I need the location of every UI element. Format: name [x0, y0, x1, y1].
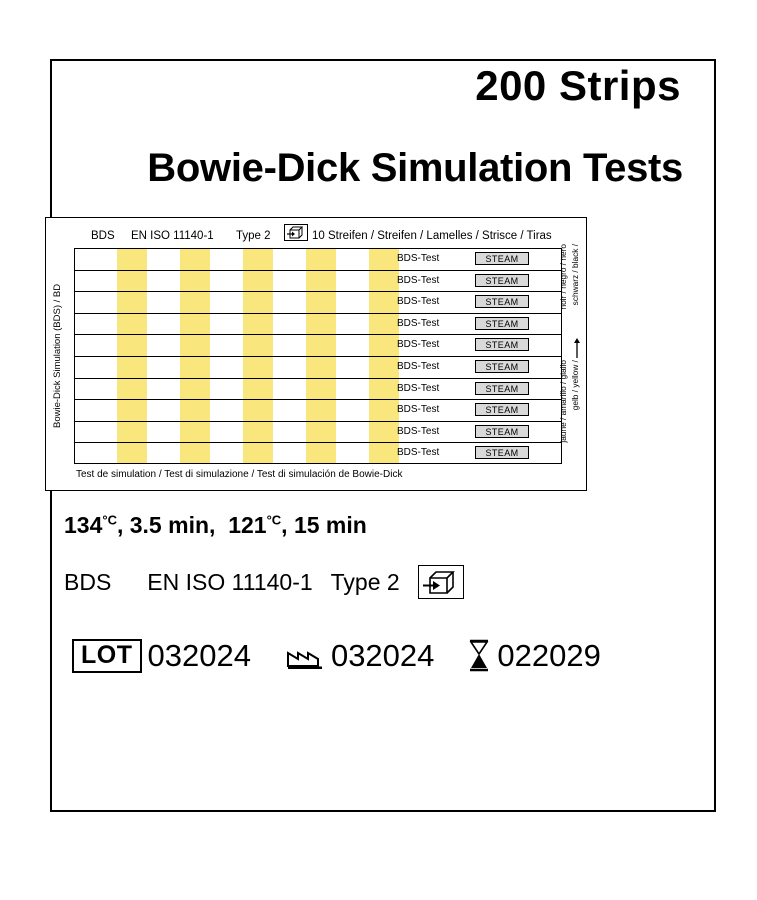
strip-rows — [75, 249, 561, 463]
table-row — [75, 422, 561, 444]
lot-label: LOT — [72, 639, 142, 672]
status-badge: STEAM — [475, 274, 529, 287]
lot-value: 032024 — [147, 638, 251, 673]
row-label: BDS-Test — [397, 339, 440, 351]
arrow-up-icon — [572, 338, 582, 360]
status-badge: STEAM — [475, 360, 529, 373]
type2-box-icon — [418, 565, 464, 599]
spec-type: Type 2 — [330, 568, 400, 595]
temp-1-value: 134 — [64, 512, 103, 538]
status-badge: STEAM — [475, 403, 529, 416]
card-right-captions — [550, 244, 584, 468]
card-left-caption: Bowie-Dick Simulation (BDS) / BD — [52, 283, 63, 429]
row-label: BDS-Test — [397, 382, 440, 394]
type2-box-icon — [284, 224, 308, 244]
table-row — [75, 379, 561, 401]
expiry-date: 022029 — [497, 638, 601, 673]
card-header-count: 10 Streifen / Streifen / Lamelles / Strisce / Tiras — [312, 230, 552, 242]
table-row — [75, 357, 561, 379]
status-badge: STEAM — [475, 317, 529, 330]
right-caption-black-2: noir / negro / nero — [558, 244, 568, 310]
right-caption-yellow-1: gelb / yellow / — [570, 360, 580, 411]
row-label: BDS-Test — [397, 253, 440, 264]
table-row — [75, 335, 561, 357]
row-label: BDS-Test — [397, 317, 440, 329]
table-row — [75, 249, 561, 271]
temp-2-unit: °C — [266, 512, 282, 528]
status-badge: STEAM — [475, 338, 529, 351]
right-caption-black-1: schwarz / black / — [570, 244, 580, 306]
temp-1-time: 3.5 min — [129, 512, 210, 538]
row-label: BDS-Test — [397, 296, 440, 308]
page-title-quantity: 200 Strips — [475, 62, 681, 109]
status-badge: STEAM — [475, 382, 529, 395]
codes-row — [72, 638, 601, 674]
card-header-standard: EN ISO 11140-1 — [131, 230, 214, 242]
row-label: BDS-Test — [397, 404, 440, 416]
table-row — [75, 314, 561, 336]
hourglass-icon — [466, 639, 492, 673]
table-row — [75, 443, 561, 464]
card-header-type: Type 2 — [236, 230, 271, 242]
table-row — [75, 400, 561, 422]
card-header-bds: BDS — [91, 230, 115, 242]
temp-1-unit: °C — [102, 512, 117, 528]
card-footer: Test de simulation / Test di simulazione / Test di simulación de Bowie-Dick — [76, 469, 403, 480]
status-badge: STEAM — [475, 295, 529, 308]
manufacture-date: 032024 — [330, 638, 435, 673]
row-label: BDS-Test — [397, 274, 440, 286]
status-badge: STEAM — [475, 252, 529, 265]
row-label: BDS-Test — [397, 360, 440, 372]
temp-2-time: 15 min — [293, 512, 367, 538]
spec-bds: BDS — [64, 568, 112, 595]
row-label: BDS-Test — [397, 447, 440, 459]
strip-grid — [74, 248, 562, 464]
standard-spec — [64, 565, 464, 599]
status-badge: STEAM — [475, 425, 529, 438]
factory-icon — [285, 643, 325, 669]
row-label: BDS-Test — [397, 425, 440, 437]
table-row — [75, 271, 561, 293]
page-title: Bowie-Dick Simulation Tests — [147, 146, 683, 190]
right-caption-yellow-2: jaune / amarillo / giallo — [558, 360, 568, 443]
table-row — [75, 292, 561, 314]
indicator-card — [45, 217, 587, 491]
card-header — [46, 226, 586, 246]
temperature-spec: $134^{^\circ C}$, 3.5 min, $121^{^\circ C}$, 15 min — [64, 512, 367, 538]
spec-standard: EN ISO 11140-1 — [147, 568, 313, 595]
temp-2-value: 121 — [228, 512, 267, 538]
status-badge: STEAM — [475, 446, 529, 459]
